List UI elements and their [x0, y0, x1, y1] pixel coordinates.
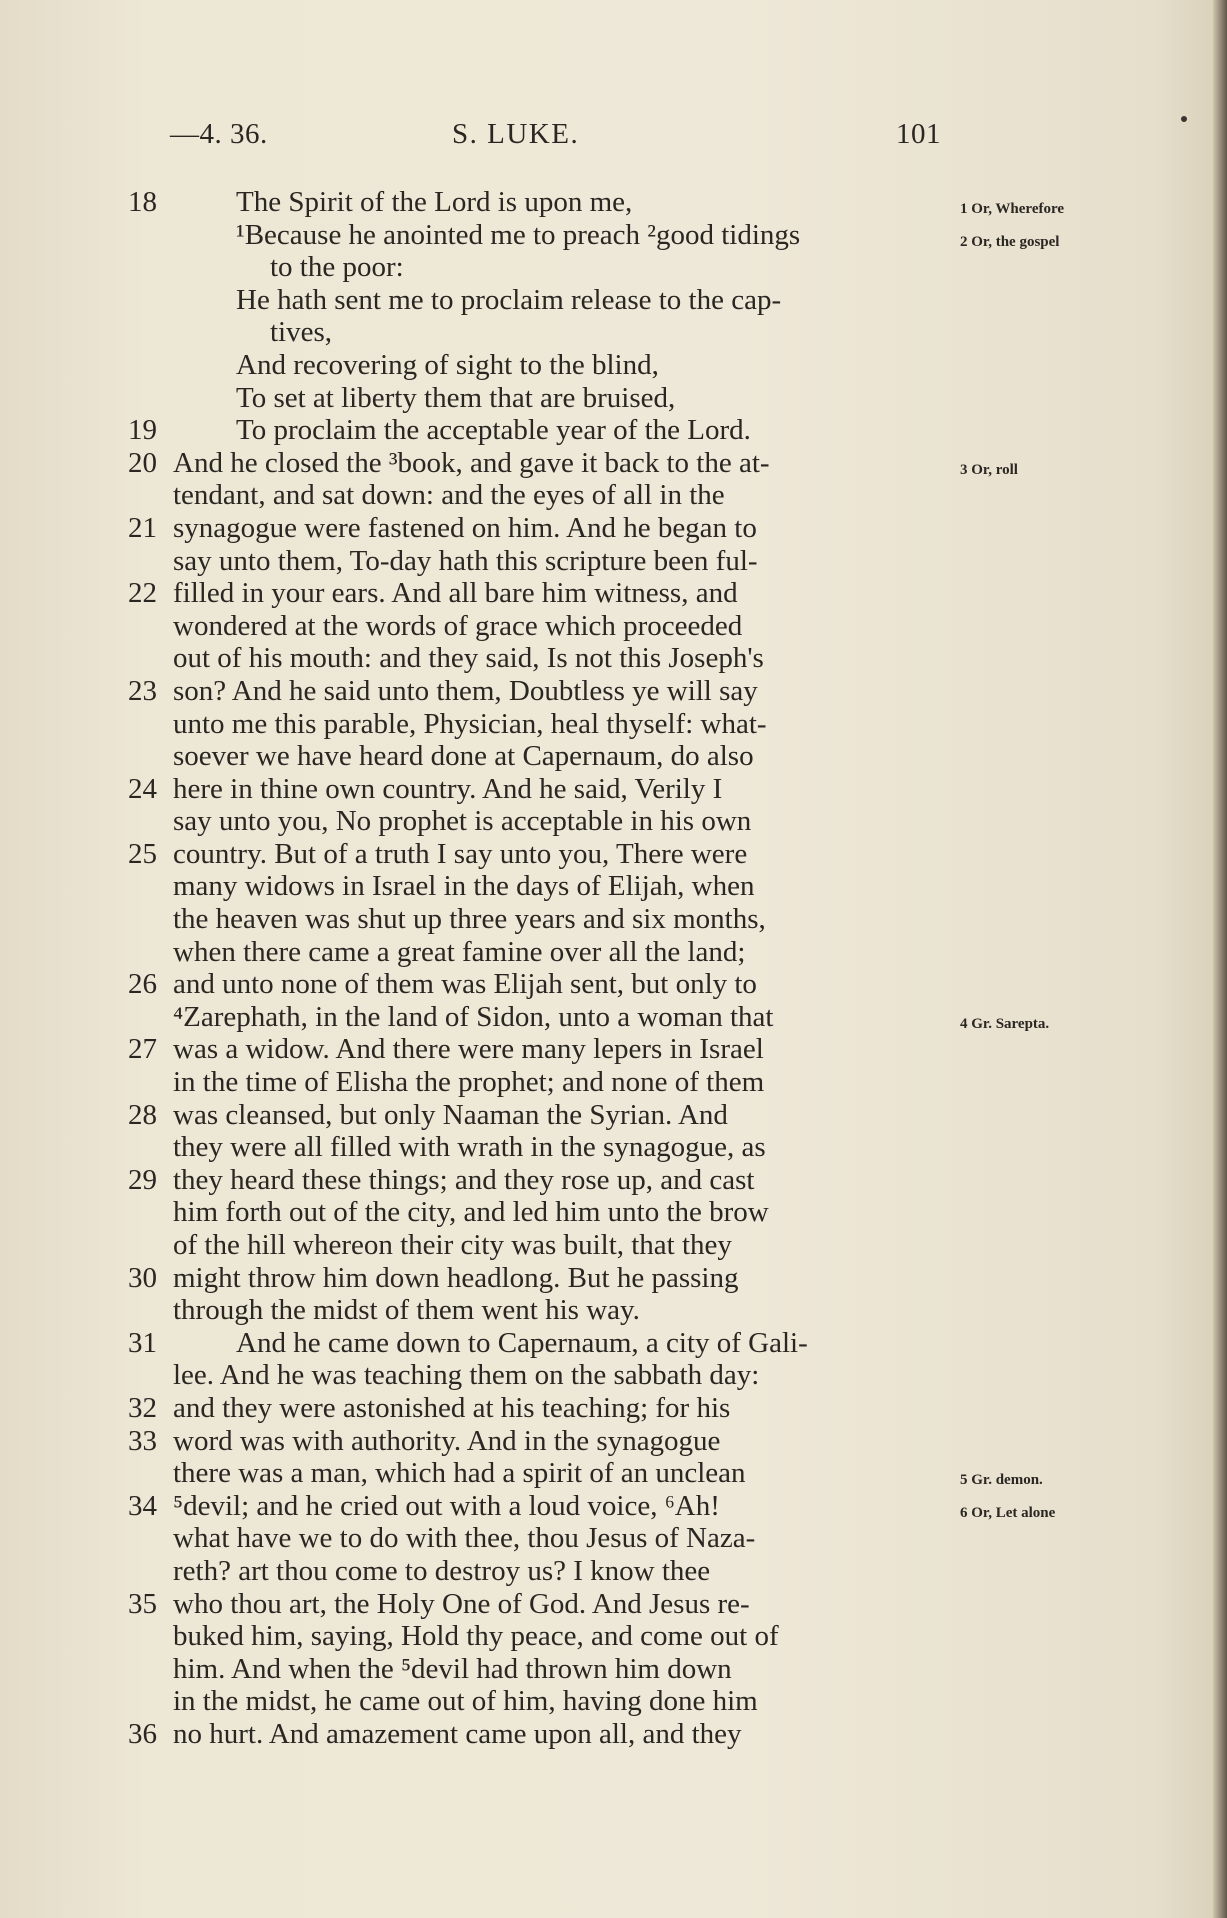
verse-number: 18: [128, 186, 157, 218]
text-line: [128, 1457, 1043, 1490]
text-line: [128, 512, 958, 545]
verse-text: when there came a great famine over all the land;: [173, 935, 746, 968]
text-line: [128, 414, 958, 447]
verse-number: 31: [128, 1326, 157, 1359]
text-line: [128, 1131, 958, 1164]
verse-text: tendant, and sat down: and the eyes of all in the: [173, 479, 725, 512]
verse-number: 36: [128, 1717, 157, 1750]
margin-note: 2 Or, the gospel: [960, 233, 1060, 250]
verse-number: 29: [128, 1163, 157, 1196]
text-line: [128, 903, 958, 936]
text-line: [128, 1620, 958, 1653]
verse-text: soever we have heard done at Capernaum, do also: [173, 740, 754, 773]
margin-note: 5 Gr. demon.: [960, 1472, 1043, 1489]
text-line: [128, 186, 1065, 219]
text-line: [128, 936, 958, 969]
text-line: [128, 251, 958, 284]
text-line: [128, 1164, 958, 1197]
verse-text: ¹Because he anointed me to preach ²good tidings: [236, 218, 801, 251]
text-line: [128, 968, 958, 1001]
text-line: [128, 446, 1018, 480]
verse-text: ⁵devil; and he cried out with a loud voice, ⁶Ah!: [173, 1489, 720, 1522]
margin-note: 3 Or, roll: [960, 461, 1018, 478]
verse-number: 34: [128, 1489, 157, 1522]
text-line: [128, 349, 958, 382]
text-line: [128, 1425, 958, 1458]
verse-text: filled in your ears. And all bare him witness, and: [173, 577, 738, 610]
verse-text: and they were astonished at his teaching; for his: [173, 1391, 731, 1424]
text-line: [128, 1262, 958, 1295]
margin-note: 4 Gr. Sarepta.: [960, 1015, 1050, 1032]
verse-text: And he came down to Capernaum, a city of Gali-: [236, 1326, 808, 1359]
verse-number: 30: [128, 1261, 157, 1294]
verse-text: him forth out of the city, and led him unto the brow: [173, 1196, 769, 1229]
verse-number: 21: [128, 511, 157, 544]
verse-text: in the time of Elisha the prophet; and none of them: [173, 1066, 765, 1099]
text-line: [128, 1099, 958, 1132]
verse-number: 26: [128, 968, 157, 1001]
verse-text: lee. And he was teaching them on the sabbath day:: [173, 1359, 760, 1392]
page-edge: [1213, 0, 1227, 1918]
text-line: [128, 1489, 1056, 1523]
verse-text: here in thine own country. And he said, Verily I: [173, 772, 723, 805]
verse-text: what have we to do with thee, thou Jesus of Naza-: [173, 1522, 756, 1555]
verse-text: they were all filled with wrath in the synagogue, as: [173, 1131, 766, 1164]
verse-text: him. And when the ⁵devil had thrown him down: [173, 1652, 732, 1685]
verse-number: 33: [128, 1424, 157, 1457]
text-line: [128, 1066, 958, 1099]
verse-text: say unto you, No prophet is acceptable in his own: [173, 805, 752, 838]
text-line: [128, 708, 958, 741]
verse-number: 19: [128, 414, 157, 447]
verse-number: 32: [128, 1391, 157, 1424]
verse-text: country. But of a truth I say unto you, There were: [173, 837, 748, 870]
text-line: [128, 1653, 958, 1686]
text-line: [128, 284, 958, 317]
verse-text: To proclaim the acceptable year of the Lord.: [236, 414, 751, 447]
verse-text: buked him, saying, Hold thy peace, and come out of: [173, 1620, 779, 1653]
text-line: [128, 479, 958, 512]
verse-text: of the hill whereon their city was built, that they: [173, 1229, 732, 1261]
text-line: [128, 577, 958, 610]
text-line: [128, 1588, 958, 1621]
verse-text: say unto them, To-day hath this scripture been ful-: [173, 544, 758, 577]
running-header: [170, 118, 950, 158]
verse-text: out of his mouth: and they said, Is not this Joseph's: [173, 642, 764, 675]
verse-text: who thou art, the Holy One of God. And Jesus re-: [173, 1587, 750, 1620]
verse-number: 20: [128, 446, 157, 479]
text-line: [128, 1033, 958, 1066]
verse-text: the heaven was shut up three years and six months,: [173, 903, 766, 936]
verse-text: son? And he said unto them, Doubtless ye will say: [173, 674, 758, 707]
verse-number: 35: [128, 1587, 157, 1620]
verse-text: no hurt. And amazement came upon all, and they: [173, 1717, 742, 1750]
margin-note: 1 Or, Wherefore: [960, 201, 1065, 217]
margin-note: 6 Or, Let alone: [960, 1504, 1056, 1521]
verse-text: through the midst of them went his way.: [173, 1294, 640, 1327]
text-line: [128, 870, 958, 903]
verse-text: wondered at the words of grace which proceeded: [173, 609, 743, 642]
verse-text: And he closed the ³book, and gave it back to the at-: [173, 446, 770, 479]
verse-text: To set at liberty them that are bruised,: [236, 381, 676, 414]
verse-text: ⁴Zarephath, in the land of Sidon, unto a woman that: [173, 1000, 774, 1033]
verse-text: to the poor:: [270, 251, 404, 284]
text-line: [128, 545, 958, 578]
text-line: [128, 838, 958, 871]
verse-text: many widows in Israel in the days of Elijah, when: [173, 870, 755, 903]
text-line: [128, 1229, 958, 1262]
verse-text: And recovering of sight to the blind,: [236, 348, 659, 381]
text-line: [128, 1555, 958, 1588]
verse-text: reth? art thou come to destroy us? I know thee: [173, 1554, 711, 1587]
text-line: [128, 382, 958, 415]
text-line: [128, 218, 1060, 252]
verse-text: word was with authority. And in the synagogue: [173, 1424, 721, 1457]
verse-number: 28: [128, 1098, 157, 1131]
verse-text: in the midst, he came out of him, having done him: [173, 1685, 758, 1718]
header-page-number: 101: [896, 118, 941, 150]
text-line: [128, 610, 958, 643]
text-line: [128, 1718, 958, 1751]
text-line: [128, 1359, 958, 1392]
text-line: [128, 1685, 958, 1718]
verse-text: might throw him down headlong. But he passing: [173, 1261, 739, 1294]
ink-speck: [1181, 116, 1187, 122]
text-line: [128, 1327, 958, 1360]
verse-text: The Spirit of the Lord is upon me,: [236, 186, 633, 218]
verse-number: 24: [128, 772, 157, 805]
text-line: [128, 1392, 958, 1425]
text-line: [128, 1000, 1050, 1034]
verse-number: 25: [128, 837, 157, 870]
scripture-text: [128, 186, 1065, 1751]
text-line: [128, 675, 958, 708]
text-line: [128, 642, 958, 675]
verse-number: 23: [128, 674, 157, 707]
verse-number: 22: [128, 577, 157, 610]
verse-number: 27: [128, 1033, 157, 1066]
text-line: [128, 740, 958, 773]
text-line: [128, 805, 958, 838]
verse-text: He hath sent me to proclaim release to the cap-: [236, 283, 782, 316]
verse-text: was cleansed, but only Naaman the Syrian. And: [173, 1098, 728, 1131]
header-verse-range: —4. 36.: [170, 118, 268, 150]
verse-text: tives,: [270, 316, 333, 349]
verse-text: unto me this parable, Physician, heal thyself: what-: [173, 707, 767, 740]
text-line: [128, 1294, 958, 1327]
verse-text: and unto none of them was Elijah sent, but only to: [173, 968, 757, 1001]
verse-text: synagogue were fastened on him. And he began to: [173, 511, 757, 544]
verse-text: they heard these things; and they rose up, and cast: [173, 1163, 755, 1196]
text-line: [128, 1196, 958, 1229]
verse-text: was a widow. And there were many lepers in Israel: [173, 1033, 764, 1066]
verse-text: there was a man, which had a spirit of an unclean: [173, 1457, 746, 1490]
text-line: [128, 316, 958, 349]
header-book-title: S. LUKE.: [452, 118, 580, 150]
text-line: [128, 1522, 958, 1555]
text-line: [128, 773, 958, 806]
